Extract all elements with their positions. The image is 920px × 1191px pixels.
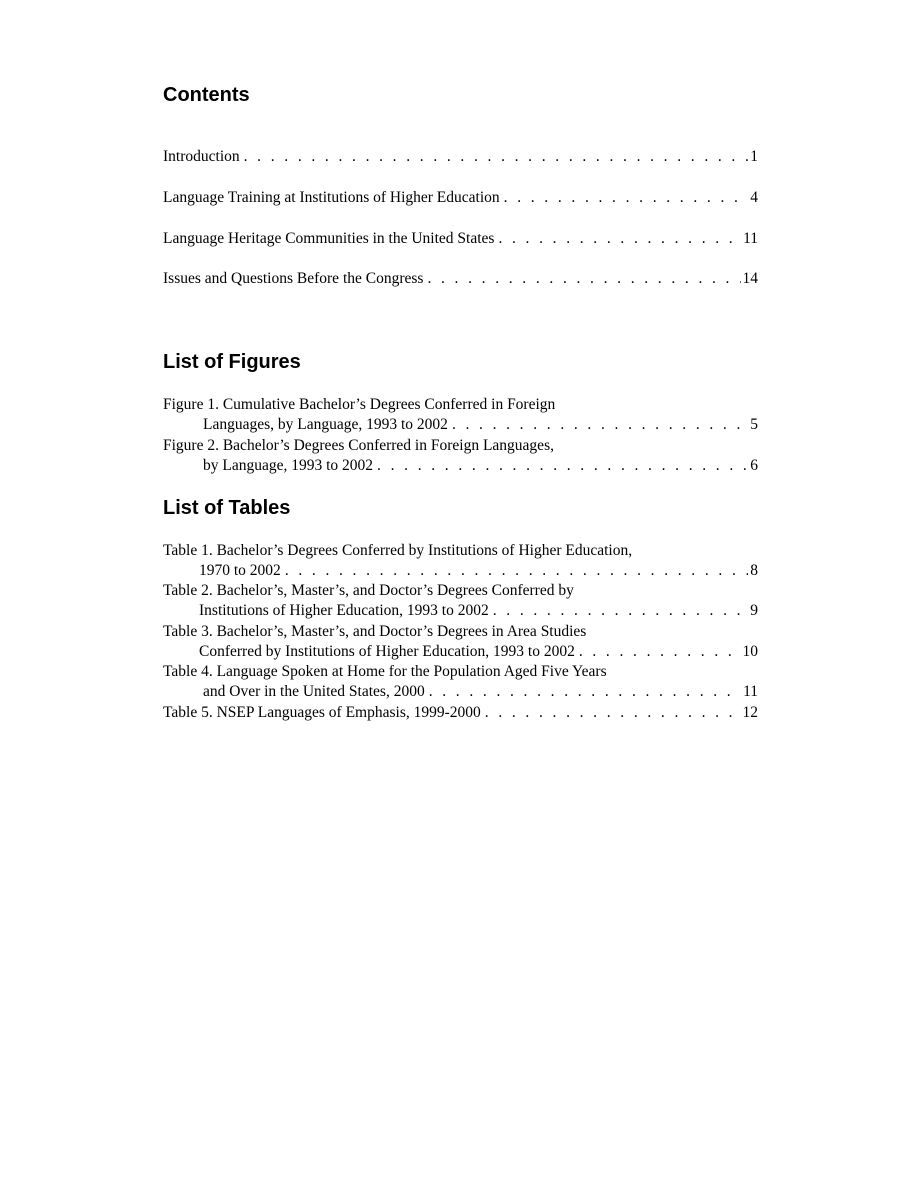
dot-leader <box>377 456 748 476</box>
table-entry-line2: and Over in the United States, 2000 <box>203 683 425 700</box>
toc-entry-page: 11 <box>743 230 758 247</box>
dot-leader <box>452 415 748 435</box>
toc-entry-page: 14 <box>742 270 758 287</box>
toc-entry-page: 4 <box>750 189 758 206</box>
toc-entry[interactable] <box>163 188 758 208</box>
dot-leader <box>244 147 749 167</box>
table-entry-line1[interactable]: Table 1. Bachelor’s Degrees Conferred by Institutions of Higher Education, <box>163 542 633 559</box>
table-entry-title: Table 5. NSEP Languages of Emphasis, 1999-2000 <box>163 704 481 721</box>
dot-leader <box>498 229 741 249</box>
dot-leader <box>427 269 740 289</box>
tables-heading: List of Tables <box>163 497 291 519</box>
table-entry-line2: 1970 to 2002 <box>199 562 281 579</box>
figure-entry-page: 5 <box>750 416 758 433</box>
toc-entry-title: Language Training at Institutions of Higher Education <box>163 189 500 206</box>
toc-entry[interactable] <box>163 147 758 167</box>
table-entry-line2: Institutions of Higher Education, 1993 to 2002 <box>199 602 489 619</box>
table-entry[interactable] <box>163 703 758 723</box>
figures-heading: List of Figures <box>163 351 301 373</box>
dot-leader <box>285 561 748 581</box>
figure-entry[interactable] <box>163 415 758 435</box>
figure-entry-line1[interactable]: Figure 2. Bachelor’s Degrees Conferred in Foreign Languages, <box>163 437 554 454</box>
table-entry-page: 8 <box>750 562 758 579</box>
dot-leader <box>429 682 741 702</box>
table-entry-page: 9 <box>750 602 758 619</box>
table-entry[interactable] <box>163 682 758 702</box>
dot-leader <box>485 703 741 723</box>
table-entry[interactable] <box>163 561 758 581</box>
toc-entry-page: 1 <box>750 148 758 165</box>
figure-entry-line2: Languages, by Language, 1993 to 2002 <box>203 416 448 433</box>
dot-leader <box>504 188 749 208</box>
table-entry[interactable] <box>163 601 758 621</box>
figure-entry[interactable] <box>163 456 758 476</box>
toc-entry[interactable] <box>163 229 758 249</box>
figure-entry-page: 6 <box>750 457 758 474</box>
table-entry[interactable] <box>163 642 758 662</box>
dot-leader <box>579 642 741 662</box>
toc-entry[interactable] <box>163 269 758 289</box>
table-entry-line1[interactable]: Table 3. Bachelor’s, Master’s, and Doctor’s Degrees in Area Studies <box>163 623 587 640</box>
table-entry-line2: Conferred by Institutions of Higher Education, 1993 to 2002 <box>199 643 575 660</box>
table-entry-line1[interactable]: Table 4. Language Spoken at Home for the Population Aged Five Years <box>163 663 607 680</box>
table-entry-page: 12 <box>742 704 758 721</box>
figure-entry-line2: by Language, 1993 to 2002 <box>203 457 374 474</box>
dot-leader <box>493 601 749 621</box>
toc-entry-title: Language Heritage Communities in the United States <box>163 230 495 247</box>
table-entry-page: 10 <box>742 643 758 660</box>
toc-entry-title: Issues and Questions Before the Congress <box>163 270 424 287</box>
toc-entry-title: Introduction <box>163 148 240 165</box>
figure-entry-line1[interactable]: Figure 1. Cumulative Bachelor’s Degrees Conferred in Foreign <box>163 396 556 413</box>
table-entry-line1[interactable]: Table 2. Bachelor’s, Master’s, and Doctor’s Degrees Conferred by <box>163 582 574 599</box>
contents-heading: Contents <box>163 84 250 106</box>
table-entry-page: 11 <box>743 683 758 700</box>
